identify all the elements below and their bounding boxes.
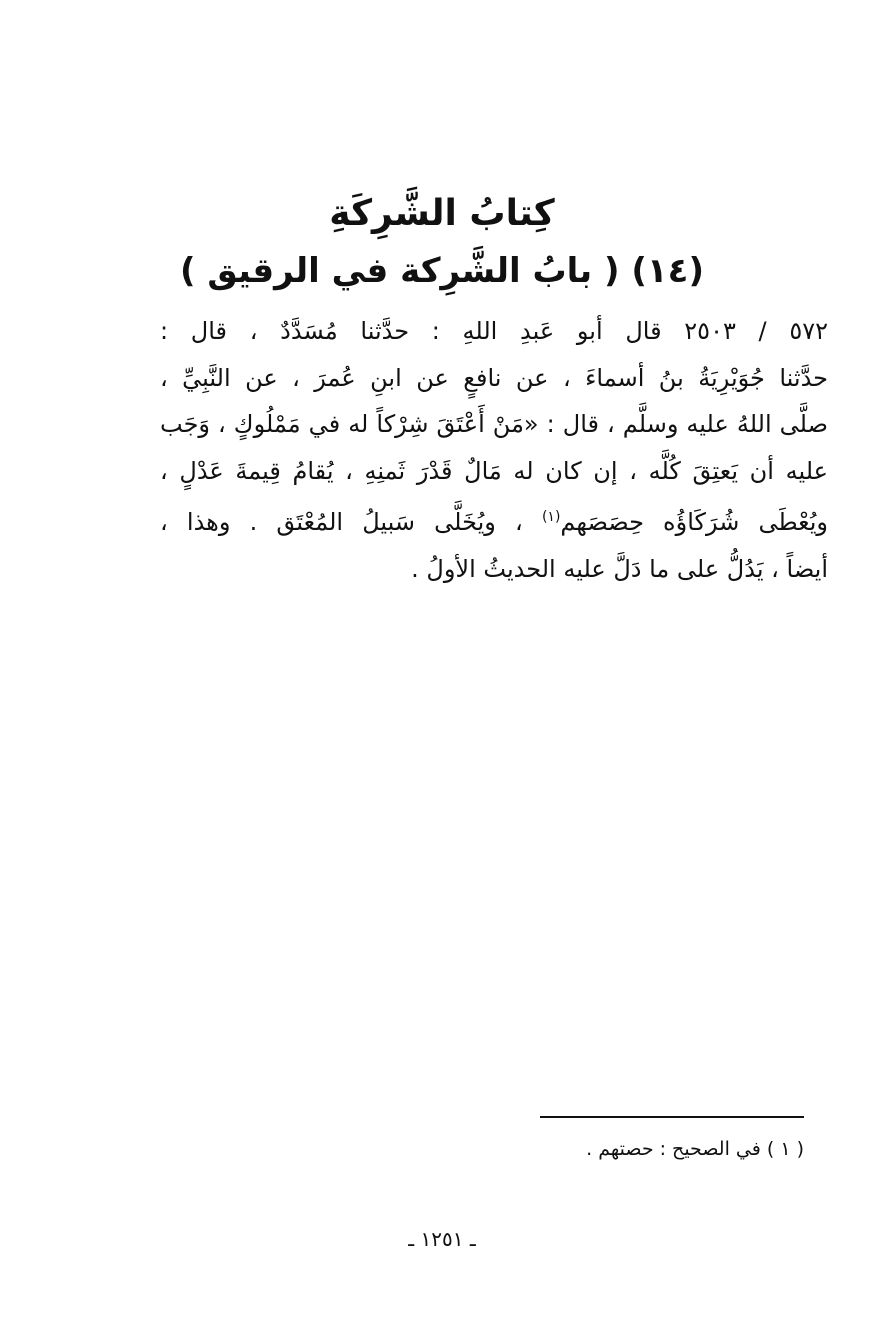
chapter-title: (١٤) ( بابُ الشَّرِكة في الرقيق ) bbox=[180, 251, 704, 291]
hadith-line-part: ، ويُخَلَّى سَبيلُ المُعْتَق . وهذا ، bbox=[160, 508, 523, 536]
book-title: كِتابُ الشَّرِكَةِ bbox=[329, 193, 555, 234]
footnote-reference: (١) bbox=[541, 509, 561, 525]
footnote-divider bbox=[540, 1116, 804, 1118]
hadith-text bbox=[160, 308, 828, 592]
hadith-line: صلَّى اللهُ عليه وسلَّم ، قال : «مَنْ أَعْتَقَ شِرْكاً له في مَمْلُوكٍ ، وَجَب bbox=[160, 410, 828, 438]
hadith-line: أيضاً ، يَدُلُّ على ما دَلَّ عليه الحديثُ الأولُ . bbox=[411, 554, 828, 583]
hadith-line-part: ويُعْطَى شُرَكَاؤُه حِصَصَهم bbox=[560, 508, 828, 536]
hadith-line: عليه أن يَعتِقَ كُلَّه ، إن كان له مَالٌ قَدْرَ ثَمنِهِ ، يُقامُ قِيمةَ عَدْلٍ ، bbox=[160, 456, 828, 485]
hadith-line: ٥٧٢ / ٢٥٠٣ قال أبو عَبدِ اللهِ : حدَّثنا مُسَدَّدٌ ، قال : bbox=[160, 317, 828, 345]
hadith-line: حدَّثنا جُوَيْرِيَةُ بنُ أسماءَ ، عن نافعٍ عن ابنِ عُمرَ ، عن النَّبِيِّ ، bbox=[160, 363, 828, 392]
hadith-line-with-footnote bbox=[160, 494, 828, 546]
footnote: ( ١ ) في الصحيح : حصتهم . bbox=[586, 1138, 804, 1160]
page-number: ـ ١٢٥١ ـ bbox=[408, 1227, 476, 1251]
